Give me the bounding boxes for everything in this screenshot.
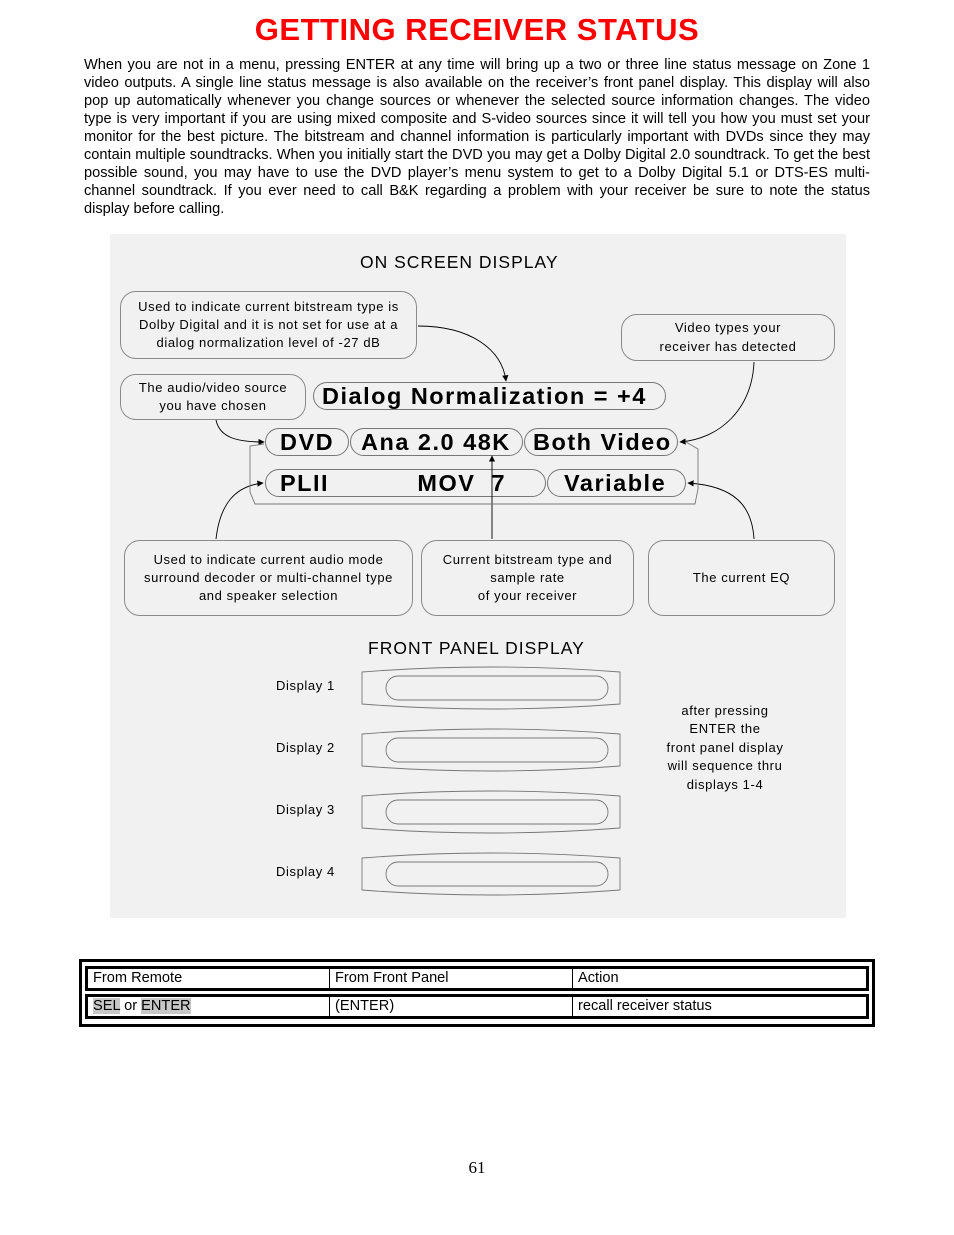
- note-line: front panel display: [666, 739, 784, 755]
- callout-line: Used to indicate current bitstream type is: [138, 298, 399, 314]
- front-display-3: [362, 791, 620, 833]
- osd-audio-mode: PLII MOV 7: [265, 469, 546, 497]
- front-display-1: [362, 667, 620, 709]
- callout-line: sample rate: [490, 569, 565, 585]
- osd-dialog-normalization: Dialog Normalization = +4: [313, 382, 666, 410]
- display-label-4: Display 4: [276, 864, 335, 879]
- command-table-row: [85, 994, 869, 1019]
- callout-line: receiver has detected: [659, 338, 797, 354]
- callout-line: Current bitstream type and: [442, 551, 613, 567]
- note-line: displays 1-4: [686, 776, 764, 792]
- cell-from-front-panel: (ENTER): [330, 996, 573, 1018]
- osd-eq: Variable: [547, 469, 686, 497]
- note-line: will sequence thru: [667, 758, 783, 774]
- callout-line: of your receiver: [477, 588, 578, 604]
- note-line: after pressing: [681, 703, 769, 718]
- header-from-remote: From Remote: [87, 968, 330, 990]
- arrow-source: [216, 420, 264, 442]
- arrow-video-types: [680, 362, 754, 442]
- callout-line: dialog normalization level of -27 dB: [156, 335, 381, 351]
- osd-heading: ON SCREEN DISPLAY: [360, 252, 559, 272]
- callout-line: surround decoder or multi-channel type: [144, 569, 393, 585]
- header-from-front-panel: From Front Panel: [330, 968, 573, 990]
- display-label-1: Display 1: [276, 678, 335, 693]
- remote-or: or: [120, 998, 142, 1014]
- cell-action: recall receiver status: [573, 996, 868, 1018]
- callout-line: Video types your: [674, 320, 782, 336]
- remote-key-sel: SEL: [93, 998, 121, 1014]
- front-display-4: [362, 853, 620, 895]
- display-label-2: Display 2: [276, 740, 335, 755]
- callout-line: you have chosen: [159, 398, 267, 413]
- osd-source: DVD: [265, 428, 349, 456]
- front-panel-heading: FRONT PANEL DISPLAY: [368, 638, 585, 658]
- osd-frame-outline: [250, 442, 698, 504]
- callout-line: The current EQ: [692, 569, 791, 585]
- page-number: 61: [468, 1158, 486, 1177]
- arrow-dialog-normalization: [418, 326, 506, 381]
- note-line: ENTER the: [689, 721, 761, 737]
- command-table-header: [85, 966, 869, 991]
- callout-line: The audio/video source: [138, 379, 288, 395]
- display-label-3: Display 3: [276, 802, 335, 817]
- arrow-audio-mode: [216, 483, 263, 539]
- callout-line: Dolby Digital and it is not set for use at a: [138, 316, 399, 332]
- header-action: Action: [573, 968, 868, 990]
- figure-connector-lines: [110, 234, 846, 918]
- cell-from-remote: [87, 996, 330, 1018]
- page-title: GETTING RECEIVER STATUS: [254, 12, 700, 47]
- osd-bitstream: Ana 2.0 48K: [350, 428, 523, 456]
- callout-line: Used to indicate current audio mode: [153, 551, 384, 567]
- front-display-2: [362, 729, 620, 771]
- remote-key-enter: ENTER: [141, 998, 191, 1014]
- callout-line: and speaker selection: [198, 588, 339, 604]
- intro-paragraph: When you are not in a menu, pressing ENTER at any time will bring up a two or three line status message on Zone 1 video outputs. A single line status message is also available on the receiver’s front panel display. This display will also pop up automatically whenever you change sources or whenever the selected source information changes. The video type is very important if you are using mixed composite and S-video sources since it will tell you how you must set your monitor for the best picture. The bitstream and channel information is particularly important with DVDs since they may contain multiple soundtracks. When you initially start the DVD you may get a Dolby Digital 2.0 soundtrack. To get the best possible sound, you may have to use the DVD player’s menu system to get to a Dolby Digital 5.1 or DTS-ES multi-channel soundtrack. If you ever need to call B&K regarding a problem with your receiver be sure to note the status display before calling.: [84, 57, 870, 217]
- osd-video: Both Video: [524, 428, 678, 456]
